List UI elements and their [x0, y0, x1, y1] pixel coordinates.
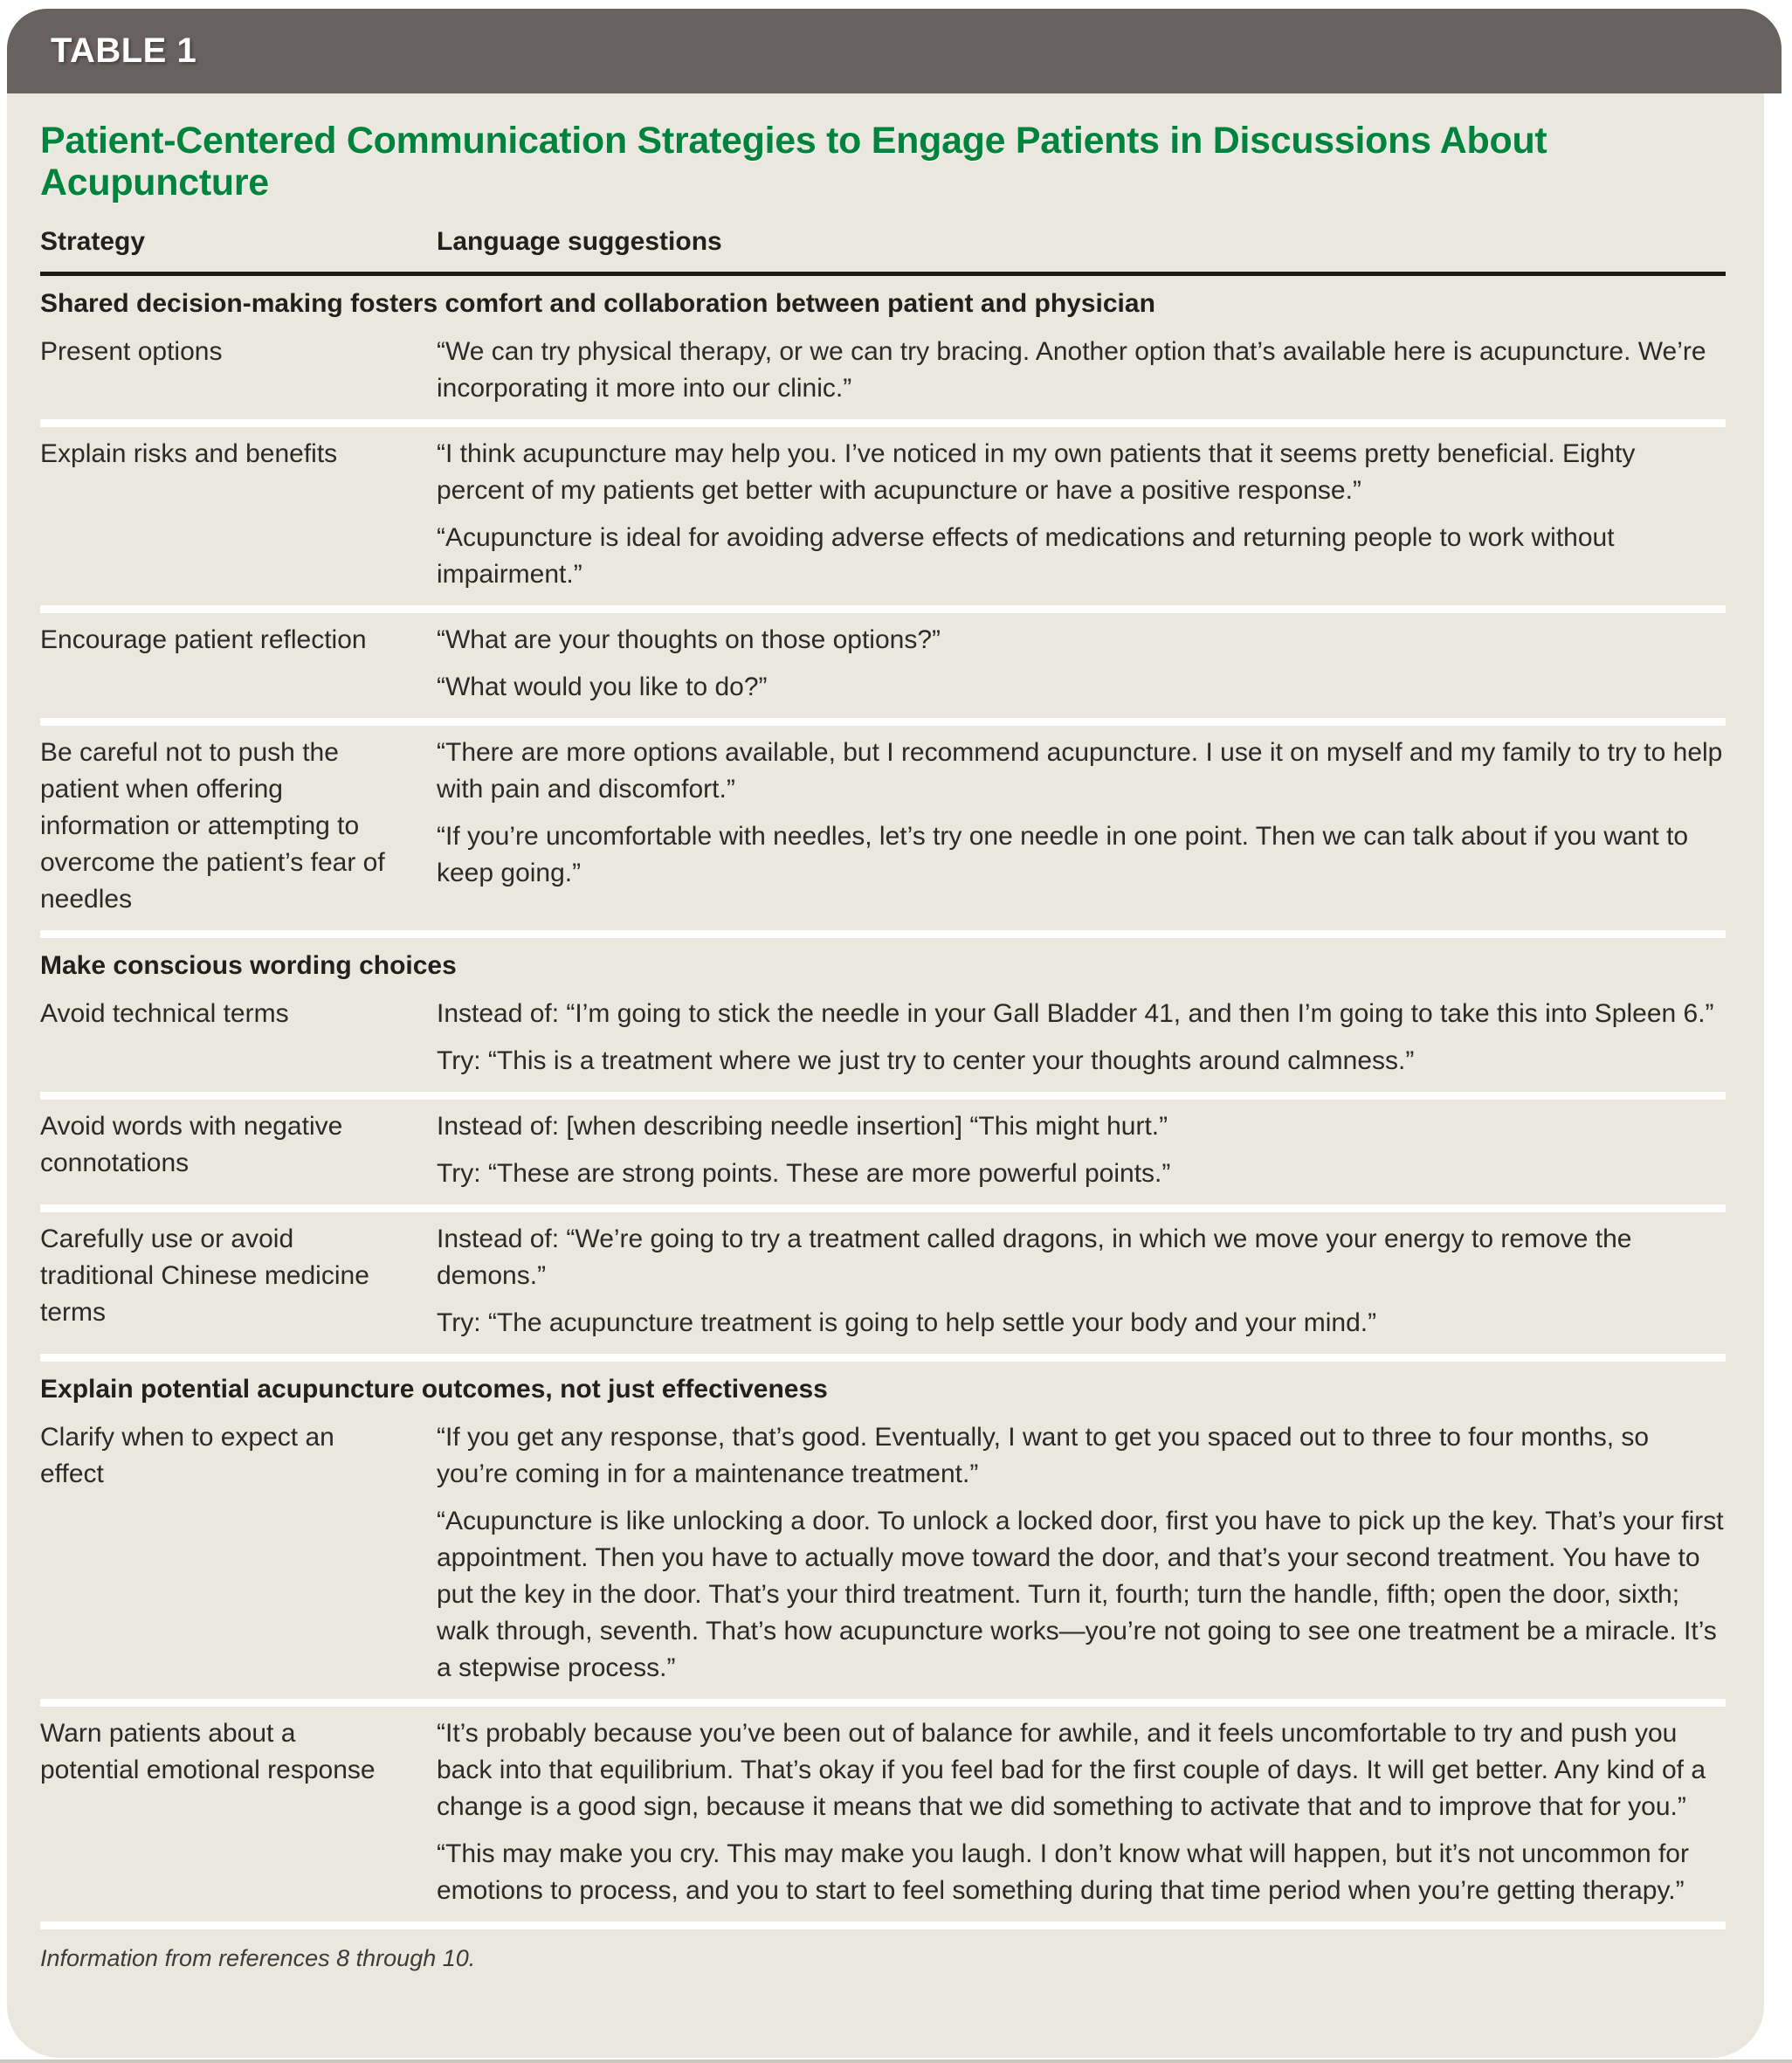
suggestions-cell: [437, 1419, 1726, 1687]
footnote-block: [40, 1922, 1726, 1973]
strategy-cell: Warn patients about a potential emotional response: [40, 1719, 376, 1784]
strategy-cell: Be careful not to push the patient when offering information or attempting to overcome the patient’s fear of needles: [40, 738, 385, 914]
section-acupuncture-outcomes: [40, 1354, 1726, 1922]
suggestion-paragraph: Try: “This is a treatment where we just try to center your thoughts around calmness.”: [437, 1046, 1415, 1075]
suggestion-paragraph: Try: “These are strong points. These are more powerful points.”: [437, 1159, 1171, 1188]
suggestion-paragraph: “If you’re uncomfortable with needles, let’s try one needle in one point. Then we can talk about if you want to keep going.”: [437, 822, 1689, 887]
section-header: Explain potential acupuncture outcomes, not just effectiveness: [40, 1375, 828, 1404]
table-row: [40, 718, 1726, 930]
suggestions-cell: [437, 996, 1726, 1080]
table-row: [40, 419, 1726, 605]
suggestion-paragraph: “Acupuncture is ideal for avoiding adverse effects of medications and returning people to work without impairment.”: [437, 523, 1615, 589]
suggestions-cell: [437, 622, 1726, 706]
column-headers: [40, 226, 1726, 258]
suggestion-paragraph: “This may make you cry. This may make you laugh. I don’t know what will happen, but it’s not uncommon for emotions to process, and you to start to feel something during that time period when you’re getting therapy.”: [437, 1839, 1689, 1905]
suggestions-cell: [437, 735, 1726, 918]
suggestion-paragraph: “I think acupuncture may help you. I’ve noticed in my own patients that it seems pretty beneficial. Eighty percent of my patients get better with acupuncture or have a positive response.”: [437, 439, 1636, 505]
suggestion-paragraph: “We can try physical therapy, or we can try bracing. Another option that’s available here is acupuncture. We’re incorporating it more into our clinic.”: [437, 337, 1706, 403]
strategy-cell: Avoid technical terms: [40, 999, 289, 1028]
table-row: [40, 987, 1726, 1092]
suggestion-paragraph: “There are more options available, but I recommend acupuncture. I use it on myself and my family to try to help with pain and discomfort.”: [437, 738, 1723, 804]
column-header-language: Language suggestions: [437, 227, 722, 256]
section-wording-choices: [40, 930, 1726, 1354]
strategy-cell: Carefully use or avoid traditional Chinese medicine terms: [40, 1225, 369, 1327]
suggestion-paragraph: Instead of: [when describing needle insertion] “This might hurt.”: [437, 1112, 1168, 1141]
suggestion-paragraph: Instead of: “We’re going to try a treatment called dragons, in which we move your energy to remove the demons.”: [437, 1225, 1632, 1290]
suggestions-cell: [437, 1108, 1726, 1192]
table-row: [40, 1411, 1726, 1699]
strategy-cell: Encourage patient reflection: [40, 625, 367, 654]
section-header: Shared decision-making fosters comfort and collaboration between patient and physician: [40, 289, 1155, 318]
section-header: Make conscious wording choices: [40, 951, 457, 980]
page-title: Patient-Centered Communication Strategies to Engage Patients in Discussions About Acupuncture: [40, 120, 1547, 204]
strategy-cell: Clarify when to expect an effect: [40, 1423, 334, 1488]
table-row: [40, 1092, 1726, 1204]
table-row: [40, 325, 1726, 419]
table-label: TABLE 1: [51, 31, 197, 70]
strategy-cell: Avoid words with negative connotations: [40, 1112, 343, 1177]
suggestion-paragraph: Instead of: “I’m going to stick the needle in your Gall Bladder 41, and then I’m going to take this into Spleen 6.”: [437, 999, 1714, 1028]
table-row: [40, 605, 1726, 718]
strategy-cell: Present options: [40, 337, 223, 366]
suggestion-paragraph: “What are your thoughts on those options?”: [437, 625, 941, 654]
table-header-bar: [7, 9, 1782, 93]
suggestion-paragraph: “It’s probably because you’ve been out of balance for awhile, and it feels uncomfortable to try and push you back into that equilibrium. That’s okay if you feel bad for the first couple of days. It will get better. Any kind of a change is a good sign, because it means that we did something to activate that and to improve that for you.”: [437, 1719, 1706, 1821]
suggestion-paragraph: Try: “The acupuncture treatment is going to help settle your body and your mind.”: [437, 1308, 1377, 1337]
suggestions-cell: [437, 334, 1726, 407]
suggestion-paragraph: “If you get any response, that’s good. Eventually, I want to get you spaced out to three to four months, so you’re coming in for a maintenance treatment.”: [437, 1423, 1650, 1488]
table-row: [40, 1204, 1726, 1354]
suggestions-cell: [437, 436, 1726, 593]
page-bottom-edge: [0, 2060, 1792, 2063]
table-body: [7, 93, 1764, 2058]
column-header-strategy: Strategy: [40, 227, 146, 256]
strategy-cell: Explain risks and benefits: [40, 439, 338, 468]
table-row: [40, 1699, 1726, 1922]
suggestions-cell: [437, 1715, 1726, 1909]
section-shared-decision-making: [40, 276, 1726, 930]
suggestion-paragraph: “What would you like to do?”: [437, 673, 768, 701]
suggestion-paragraph: “Acupuncture is like unlocking a door. To unlock a locked door, first you have to pick up the key. That’s your first appointment. Then you have to actually move toward the door, and that’s your second treatment. You have to put the key in the door. That’s your third treatment. Turn it, fourth; turn the handle, fifth; open the door, sixth; walk through, seventh. That’s how acupuncture works—you’re not going to see one treatment be a miracle. It’s a stepwise process.”: [437, 1507, 1724, 1682]
footnote: Information from references 8 through 10.: [40, 1945, 476, 1971]
suggestions-cell: [437, 1221, 1726, 1342]
